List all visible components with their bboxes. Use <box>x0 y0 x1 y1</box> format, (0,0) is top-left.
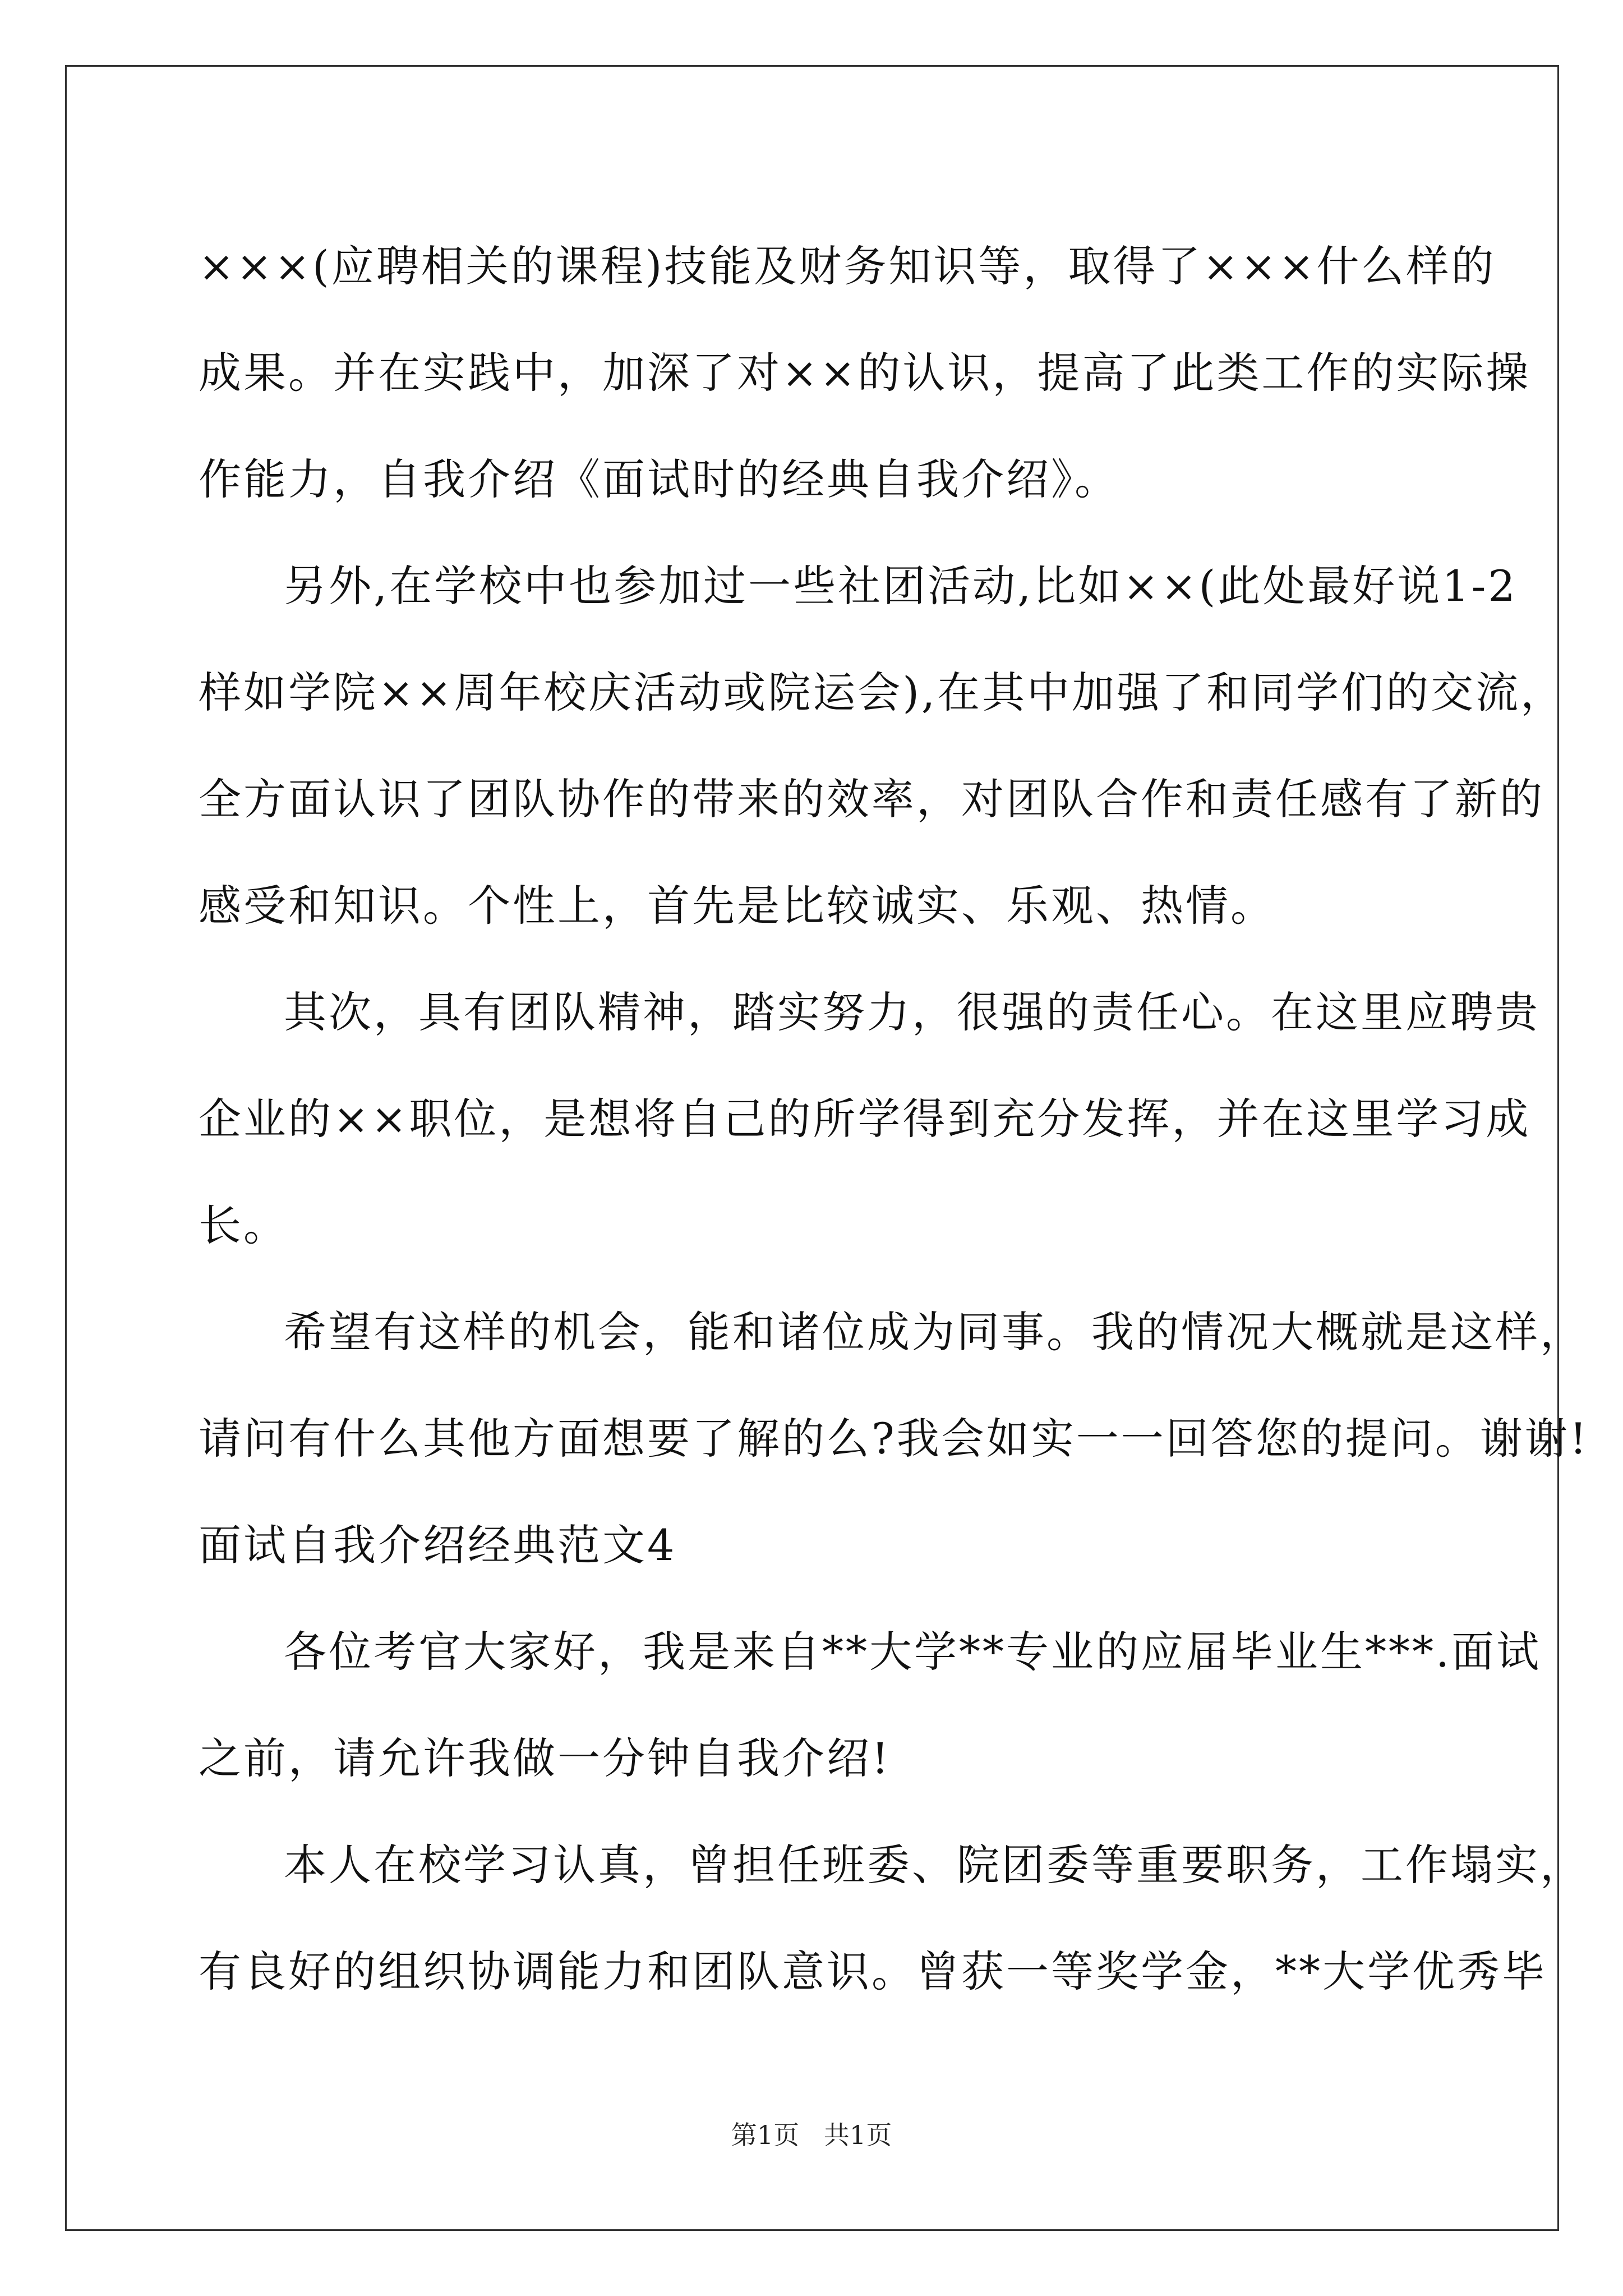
text-line: 成果。并在实践中，加深了对××的认识，提高了此类工作的实际操 <box>199 348 1531 398</box>
text-line: 企业的××职位，是想将自己的所学得到充分发挥，并在这里学习成 <box>199 1094 1531 1144</box>
text-line: 另外,在学校中也参加过一些社团活动,比如××(此处最好说1-2 <box>284 561 1518 611</box>
text-line: 各位考官大家好，我是来自**大学**专业的应届毕业生***.面试 <box>284 1627 1542 1677</box>
text-line: 希望有这样的机会，能和诸位成为同事。我的情况大概就是这样， <box>284 1307 1585 1357</box>
text-line: 之前，请允许我做一分钟自我介绍! <box>199 1733 891 1783</box>
text-line: 面试自我介绍经典范文4 <box>199 1520 677 1570</box>
text-line: ×××(应聘相关的课程)技能及财务知识等，取得了×××什么样的 <box>199 241 1496 291</box>
text-line: 全方面认识了团队协作的带来的效率，对团队合作和责任感有了新的 <box>199 774 1544 824</box>
text-line: 作能力，自我介绍《面试时的经典自我介绍》。 <box>199 454 1119 504</box>
text-line: 长。 <box>199 1200 288 1250</box>
text-line: 本人在校学习认真，曾担任班委、院团委等重要职务，工作塌实， <box>284 1840 1585 1890</box>
text-line: 样如学院××周年校庆活动或院运会),在其中加强了和同学们的交流， <box>199 668 1566 717</box>
text-line: 请问有什么其他方面想要了解的么?我会如实一一回答您的提问。谢谢! <box>199 1414 1589 1464</box>
text-line: 感受和知识。个性上，首先是比较诚实、乐观、热情。 <box>199 881 1275 931</box>
document-body <box>199 213 1589 2025</box>
page-footer: 第1页 共1页 <box>731 2120 892 2150</box>
text-line: 其次，具有团队精神，踏实努力，很强的责任心。在这里应聘贵 <box>284 987 1540 1037</box>
text-line: 有良好的组织协调能力和团队意识。曾获一等奖学金，**大学优秀毕 <box>199 1947 1547 1996</box>
